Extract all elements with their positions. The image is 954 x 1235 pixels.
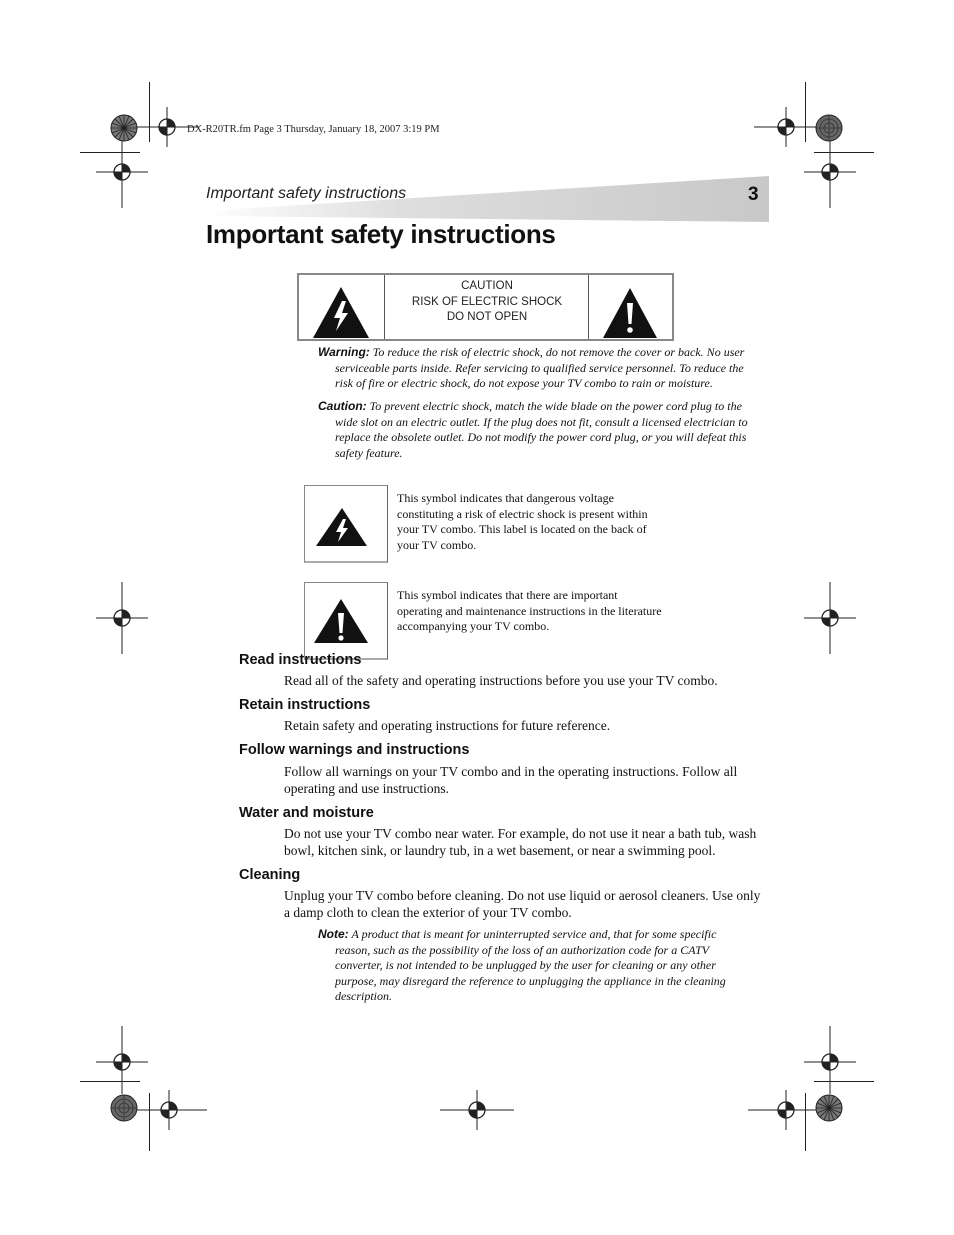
caution-line-3: DO NOT OPEN [446,311,528,323]
running-header: Important safety instructions [206,185,407,202]
symbol-box-lightning [304,485,388,563]
registration-target-icon [135,1090,207,1130]
registration-target-icon [96,1026,148,1094]
symbol-text-lightning: This symbol indicates that dangerous voltage constituting a risk of electric shock is present within your TV combo. This label is located on the back of your TV combo. [397,491,648,552]
page-title: Important safety instructions [206,219,556,249]
text-cleaning: Unplug your TV combo before cleaning. Do not use liquid or aerosol cleaners. Use only a damp cloth to clean the exterior of your TV combo. [284,888,761,920]
symbol-box-exclamation [304,582,388,660]
text-read-instructions: Read all of the safety and operating instructions before you use your TV combo. [284,673,718,688]
note-text: A product that is meant for uninterrupted service and, that for some specific reason, such as the possibility of the loss of an authorization code for a CATV converter, is not intended to be unplugged by the user for cleaning or any other purpose, may disregard the reference to unplugging the appliance in the cleaning description. [335,927,726,1003]
registration-target-icon [748,1090,820,1130]
heading-follow-warnings: Follow warnings and instructions [239,742,470,758]
caution-label: Caution: [318,399,367,413]
note-label: Note: [318,927,349,941]
symbol-text-exclamation: This symbol indicates that there are important operating and maintenance instructions in the literature accompanying your TV combo. [397,588,662,633]
caution-label-box [297,273,674,341]
starburst-target-icon [110,114,138,142]
caution-text: To prevent electric shock, match the wide blade on the power cord plug to the wide slot on an electric outlet. If the plug does not fit, consult a licensed electrician to replace the obsolete outlet. Do not modify the power cord plug, or you will defeat this safety feature. [335,399,748,460]
caution-label-text [385,279,589,326]
cleaning-note [318,927,743,1005]
exclamation-triangle-icon [589,275,672,339]
page-number: 3 [748,184,759,205]
registration-target-icon [804,140,856,208]
registration-target-icon [96,582,148,654]
starburst-target-icon [110,1094,138,1122]
warning-text: To reduce the risk of electric shock, do not remove the cover or back. No user serviceable parts inside. Refer servicing to qualified service personnel. To reduce the risk of fire or electric shock, do not expose your TV combo to rain or moisture. [335,345,745,390]
caution-left-cell [299,275,385,339]
heading-cleaning: Cleaning [239,867,301,883]
heading-retain-instructions: Retain instructions [239,697,371,713]
caution-right-cell [588,275,672,339]
heading-read-instructions: Read instructions [239,652,362,668]
registration-target-icon [440,1090,514,1130]
starburst-target-icon [815,1094,843,1122]
exclamation-triangle-icon [305,583,389,661]
text-retain-instructions: Retain safety and operating instructions for future reference. [284,718,611,733]
registration-target-icon [804,1026,856,1094]
text-water-moisture: Do not use your TV combo near water. For example, do not use it near a bath tub, wash bowl, kitchen sink, or laundry tub, in a wet basement, or near a swimming pool. [284,826,757,858]
file-slug: DX-R20TR.fm Page 3 Thursday, January 18, 2007 3:19 PM [187,124,440,135]
warning-note [318,345,748,392]
text-follow-warnings: Follow all warnings on your TV combo and in the operating instructions. Follow all operating and use instructions. [284,764,738,796]
registration-target-icon [96,140,148,208]
registration-target-icon [804,582,856,654]
starburst-target-icon [815,114,843,142]
lightning-triangle-icon [299,275,384,339]
caution-line-2: RISK OF ELECTRIC SHOCK [411,295,563,308]
lightning-triangle-icon [305,486,389,564]
caution-note [318,399,748,461]
caution-line-1: CAUTION [461,280,513,292]
heading-water-moisture: Water and moisture [239,805,374,821]
warning-label: Warning: [318,345,370,359]
